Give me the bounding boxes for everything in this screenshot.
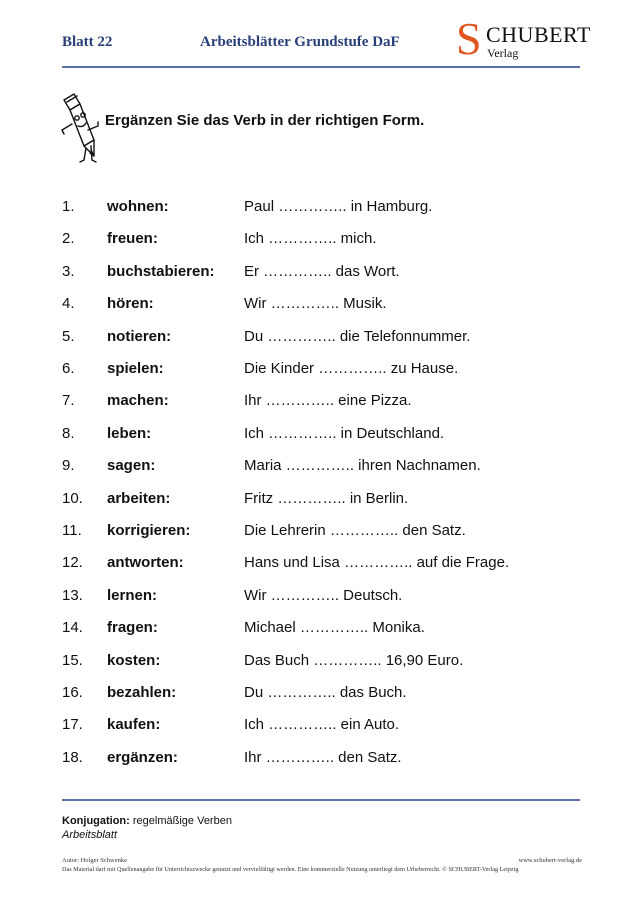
exercise-verb: antworten: (107, 554, 184, 572)
exercise-row (62, 198, 582, 222)
exercise-sentence: Wir ………….. Musik. (244, 295, 387, 313)
exercise-verb: kaufen: (107, 716, 161, 734)
exercise-row (62, 587, 582, 611)
exercise-row (62, 490, 582, 514)
exercise-sentence: Fritz ………….. in Berlin. (244, 489, 409, 507)
footer-copyright: Das Material darf mit Quellenangabe für Unterrichtszwecke genutzt und vervielfältigt werden. Eine kommerzielle Nutzung unterliegt dem Urheberrecht. © SCHUBERT-Verlag Leipzig (62, 866, 519, 873)
exercise-row (62, 619, 582, 643)
exercise-number: 9. (62, 457, 75, 475)
exercise-row (62, 263, 582, 287)
exercise-sentence: Die Lehrerin ………….. den Satz. (244, 522, 466, 539)
exercise-row (62, 328, 582, 352)
exercise-number: 18. (62, 748, 83, 766)
exercise-sentence: Ihr ………….. den Satz. (244, 748, 402, 766)
exercise-verb: buchstabieren: (107, 262, 215, 280)
footer-topic-label: Konjugation: (62, 815, 130, 827)
exercise-number: 1. (62, 198, 75, 215)
exercise-verb: arbeiten: (107, 489, 171, 507)
header-title: Arbeitsblätter Grundstufe DaF (200, 34, 400, 50)
exercise-verb: kosten: (107, 651, 161, 669)
exercise-sentence: Maria ………….. ihren Nachnamen. (244, 457, 481, 475)
exercise-verb: notieren: (107, 327, 172, 345)
page-header (62, 13, 591, 64)
exercise-row (62, 749, 582, 773)
logo-name: CHUBERT (486, 22, 591, 47)
exercise-number: 17. (62, 716, 83, 734)
exercise-verb: spielen: (107, 360, 164, 377)
exercise-number: 2. (62, 230, 75, 248)
exercise-number: 10. (62, 489, 83, 507)
exercise-number: 5. (62, 327, 75, 345)
exercise-row (62, 392, 582, 416)
exercise-sentence: Wir ………….. Deutsch. (244, 586, 403, 604)
exercise-sentence: Ich ………….. mich. (244, 230, 377, 248)
exercise-row (62, 716, 582, 740)
exercise-sentence: Michael ………….. Monika. (244, 619, 425, 637)
footer-divider (62, 799, 580, 801)
exercise-row (62, 295, 582, 319)
exercise-number: 8. (62, 424, 75, 442)
exercise-verb: lernen: (107, 586, 158, 604)
exercise-verb: fragen: (107, 619, 158, 637)
exercise-row (62, 684, 582, 708)
exercise-verb: wohnen: (107, 198, 169, 215)
exercise-sentence: Ihr ………….. eine Pizza. (244, 392, 412, 410)
exercise-row (62, 230, 582, 254)
exercise-row (62, 457, 582, 481)
exercise-number: 6. (62, 360, 75, 377)
pencil-mascot-icon (58, 90, 102, 166)
footer-topic (62, 815, 232, 827)
exercise-verb: korrigieren: (107, 522, 191, 539)
exercise-sentence: Ich ………….. in Deutschland. (244, 424, 445, 442)
header-divider (62, 66, 580, 68)
exercise-row (62, 360, 582, 384)
exercise-row (62, 652, 582, 676)
publisher-logo (456, 13, 591, 64)
exercise-number: 12. (62, 554, 83, 572)
exercise-sentence: Du ………….. das Buch. (244, 684, 407, 701)
exercise-sentence: Du ………….. die Telefonnummer. (244, 327, 471, 345)
logo-subtitle: Verlag (487, 46, 519, 60)
exercise-sentence: Paul ………….. in Hamburg. (244, 198, 433, 215)
exercise-number: 4. (62, 295, 75, 313)
sheet-number: Blatt 22 (62, 34, 113, 50)
exercise-sentence: Er ………….. das Wort. (244, 262, 400, 280)
exercise-number: 3. (62, 262, 75, 280)
logo-initial: S (456, 13, 482, 64)
instruction-text: Ergänzen Sie das Verb in der richtigen Form. (105, 112, 425, 129)
exercise-verb: ergänzen: (107, 748, 178, 766)
footer-author: Autor: Holger Schwenke (62, 857, 127, 864)
exercise-number: 11. (62, 522, 82, 539)
footer-topic-value: regelmäßige Verben (132, 815, 232, 827)
exercise-row (62, 425, 582, 449)
exercise-number: 15. (62, 651, 83, 669)
exercise-verb: freuen: (107, 230, 158, 248)
exercise-sentence: Ich ………….. ein Auto. (244, 716, 400, 734)
exercise-row (62, 522, 582, 546)
footer-type: Arbeitsblatt (62, 829, 118, 841)
exercise-number: 16. (62, 684, 83, 701)
exercise-verb: hören: (107, 295, 154, 313)
exercise-number: 7. (62, 392, 75, 410)
exercise-verb: bezahlen: (107, 684, 177, 701)
footer-website[interactable]: www.schubert-verlag.de (518, 857, 582, 864)
exercise-row (62, 554, 582, 578)
exercise-sentence: Die Kinder ………….. zu Hause. (244, 360, 459, 377)
exercise-verb: leben: (107, 424, 152, 442)
exercise-sentence: Das Buch ………….. 16,90 Euro. (244, 651, 464, 669)
exercise-verb: sagen: (107, 457, 156, 475)
exercise-sentence: Hans und Lisa ………….. auf die Frage. (244, 554, 510, 572)
exercise-number: 14. (62, 619, 83, 637)
exercise-number: 13. (62, 586, 83, 604)
exercise-verb: machen: (107, 392, 169, 410)
